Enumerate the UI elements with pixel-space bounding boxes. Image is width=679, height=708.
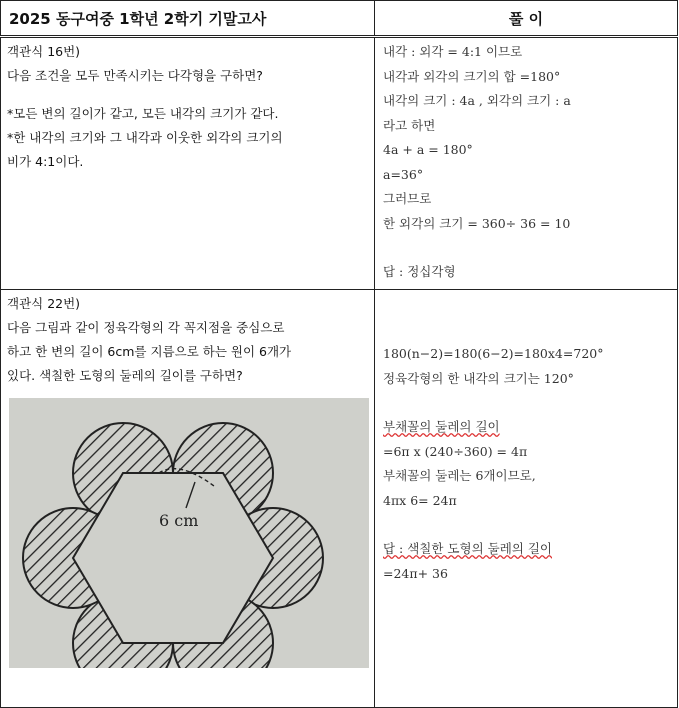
solution-line: 내각 : 외각 = 4:1 이므로 (383, 44, 523, 59)
solution-line: 그러므로 (383, 191, 432, 206)
solution-line: 4a + a = 180° (383, 142, 473, 157)
solution-line: 라고 하면 (383, 117, 436, 133)
table-row (1, 290, 678, 708)
question-16 (1, 37, 375, 290)
table-header-row (1, 1, 678, 37)
solution-line: 4πx 6= 24π (383, 492, 457, 508)
solution-line: 180(n−2)=180(6−2)=180x4=720° (383, 346, 604, 361)
solution-column-header: 풀 이 (375, 1, 678, 37)
condition-2-cont: 비가 4:1이다. (7, 154, 84, 169)
solution-line: 내각의 크기 : 4a , 외각의 크기 : a (383, 93, 571, 108)
solution-line: 부채꼴의 둘레는 6개이므로, (383, 468, 536, 483)
question-text: 다음 조건을 모두 만족시키는 다각형을 구하면? (7, 68, 263, 83)
question-text: 하고 한 변의 길이 6cm를 지름으로 하는 원이 6개가 (7, 344, 292, 359)
solution-line: 정육각형의 한 내각의 크기는 120° (383, 370, 574, 386)
question-text: 있다. 색칠한 도형의 둘레의 길이를 구하면? (7, 368, 243, 383)
solution-line: a=36° (383, 166, 424, 182)
solution-16 (375, 37, 678, 290)
question-22 (1, 290, 375, 708)
question-text: 다음 그림과 같이 정육각형의 각 꼭지점을 중심으로 (7, 320, 285, 335)
answer-line: 답 : 색칠한 도형의 둘레의 길이 (383, 541, 552, 556)
condition-1: *모든 변의 길이가 같고, 모든 내각의 크기가 같다. (7, 106, 279, 121)
length-label: 6 cm (159, 511, 199, 530)
solution-line: 내각과 외각의 크기의 합 =180° (383, 68, 561, 84)
solution-line: 부채꼴의 둘레의 길이 (383, 419, 500, 434)
figure-drawing (9, 398, 369, 668)
table-row (1, 37, 678, 290)
question-number: 객관식 22번) (7, 296, 81, 311)
solution-line: =6π x (240÷360) = 4π (383, 443, 528, 459)
solution-22 (375, 290, 678, 708)
answer-line: =24π+ 36 (383, 565, 448, 581)
answer-line: 답 : 정십각형 (383, 264, 456, 279)
exam-title: 2025 동구여중 1학년 2학기 기말고사 (1, 1, 375, 37)
solution-line: 한 외각의 크기 = 360÷ 36 = 10 (383, 215, 571, 231)
condition-2: *한 내각의 크기와 그 내각과 이웃한 외각의 크기의 (7, 130, 283, 145)
question-number: 객관식 16번) (7, 44, 81, 59)
hexagon-circles-figure (9, 398, 369, 668)
